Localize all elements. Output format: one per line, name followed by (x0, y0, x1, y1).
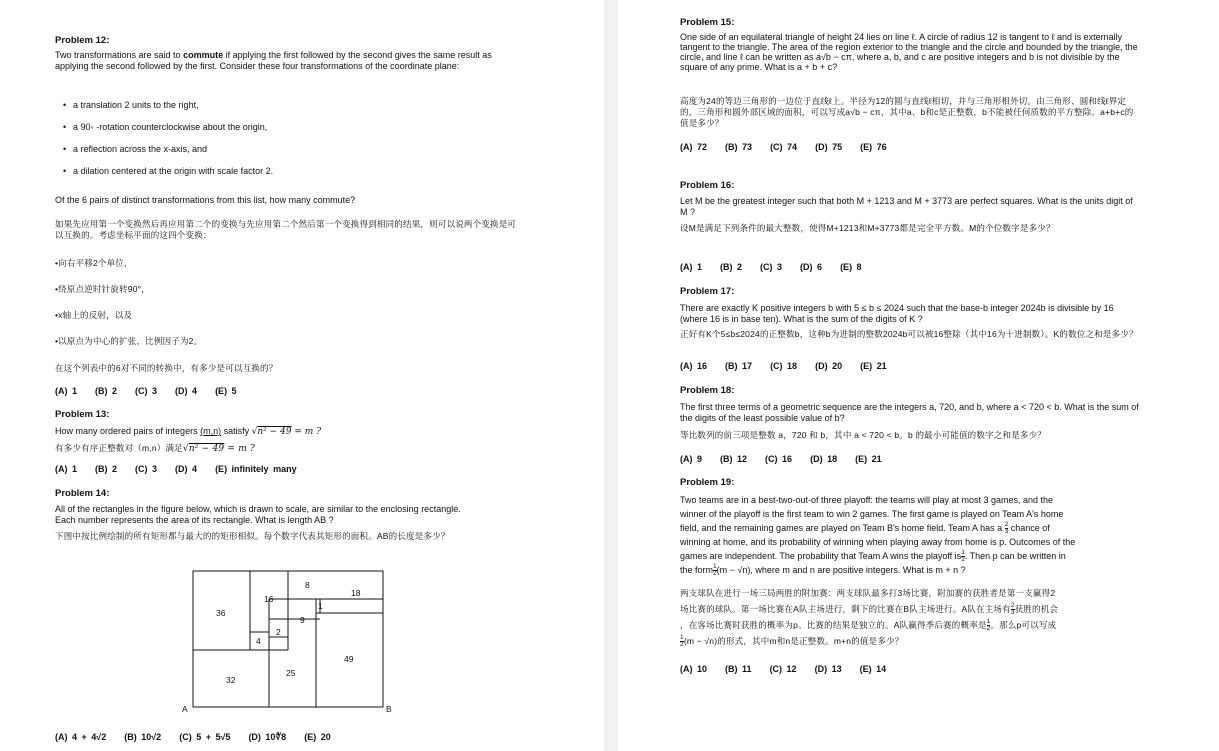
label-2: 2 (276, 627, 281, 637)
frac-two-thirds: $\frac{2}{3}$ (1004, 521, 1009, 536)
problem-13-choices: (A) 1 (B) 2 (C) 3 (D) 4 (E) infinitely many (55, 464, 297, 474)
problem-19-zh: 两支球队在进行一场三局两胜的附加赛：两支球队最多打3场比赛，附加赛的获胜者是第一支赢得2 场比赛的球队。第一场比赛在A队主场进行，剩下的比赛在B队主场进行。A队在主场有 $\frac{2}{3}$ 获胜的机会 ，在客场比赛时获胜的概率为p。比赛的结果是独立的。A队赢得季后赛的概率是 $\frac{1}{2}$ 。那么p可以写成 $\frac{1}{2}$ (m − √n)的形式，其中m和n是正整数。m+n的值是多少？ (680, 588, 1059, 649)
term-commute: commute (183, 50, 224, 60)
problem-17-text: There are exactly K positive integers b with 5 ≤ b ≤ 2024 such that the base-b integer 2024b is divisible by 16 (where 16 is in base ten). What is the sum of the digits of K ? (680, 303, 1114, 324)
problem-18-zh: 等比数列的前三项是整数 a，720 和 b，其中 a < 720 < b。b 的最小可能值的数字之和是多少？ (680, 430, 1046, 440)
frac-half: $\frac{1}{2}$ (961, 549, 965, 564)
problem-12-choices (55, 386, 237, 397)
problem-13-zh: 有多少有序正整数对（m,n）满足√n² − 49 = m ? (55, 443, 256, 454)
problem-18-choices: (A) 9 (B) 12 (C) 16 (D) 18 (E) 21 (680, 454, 882, 464)
problem-14-zh: 下图中按比例绘制的所有矩形都与最大的的矩形相似。每个数字代表其矩形的面积。AB的长度是多少？ (55, 531, 450, 541)
label-16: 16 (264, 594, 274, 604)
bullet-item: • a dilation centered at the origin with scale factor 2. (73, 166, 493, 188)
problem-17-zh: 正好有K个5≤b≤2024的正整数b，这种b为进制的整数2024b可以被16整除（其中16为十进制数）。K的数位之和是多少？ (680, 329, 1138, 339)
problem-15-choices: (A) 72 (B) 73 (C) 74 (D) 75 (E) 76 (680, 142, 887, 152)
problem-14-choices: (A) 4 + 4√2 (B) 10√2 (C) 5 + 5√5 (D) 10∜8 (E) 20 (55, 732, 331, 742)
zh-bullet-item: •向右平移2个单位， (55, 258, 133, 268)
problem-18-text: The first three terms of a geometric sequence are the integers a, 720, and b, where a < 720 < b. What is the sum of the digits of the least possible value of b? (680, 402, 1139, 423)
rectangles-figure (180, 566, 395, 716)
problem-18-title: Problem 18: (680, 385, 735, 396)
bullet-item: • a reflection across the x-axis, and (73, 144, 493, 166)
problem-13-title: Problem 13: (55, 409, 110, 420)
choice-c: (C) 3 (135, 386, 158, 396)
problem-16-text: Let M be the greatest integer such that both M + 1213 and M + 3773 are perfect squares. What is the units digit of M ? (680, 196, 1133, 217)
problem-12-title: Problem 12: (55, 35, 110, 46)
label-B: B (386, 704, 392, 714)
problem-12-zh-bullets (55, 258, 202, 362)
problem-15-zh: 高度为24的等边三角形的一边位于直线ℓ上。半径为12的圆与直线ℓ相切，并与三角形相外切。由三角形、圆和线ℓ界定的，三角形和圆外部区域的面积，可以写成a√b − cπ，其中a、b和c是正整数，b不能被任何质数的平方整除。a+b+c的值是多少？ (680, 96, 1134, 128)
problem-16-zh: 设M是满足下列条件的最大整数，使得M+1213和M+3773都是完全平方数。M的个位数字是多少？ (680, 223, 1055, 233)
label-9: 9 (300, 615, 305, 625)
choice-b: (B) 2 (95, 386, 118, 396)
choice-e: (E) 5 (215, 386, 237, 396)
label-8: 8 (305, 580, 310, 590)
zh-bullet-item: •绕原点逆时针旋转90°， (55, 284, 150, 294)
problem-12-bullets (55, 100, 493, 188)
problem-17-choices: (A) 16 (B) 17 (C) 18 (D) 20 (E) 21 (680, 361, 887, 371)
problem-19-text: Two teams are in a best-two-out-of three playoff: the teams will play at most 3 games, and the winner of the playoff is the first team to win 2 games. The first game is played on Team A's home field, and the remaining games are played on Team B's home field. Team A has a $\frac{2}{3}$ chance of winning at home, and its probability of winning when playing away from home is p. Outcomes of the games are independent. The probability that Team A wins the playoff is $\frac{1}{2}$ . Then p can be written in the form $\frac{1}{2}$ (m − √n), where m and n are positive integers. What is m + n ? (680, 495, 1076, 578)
label-25: 25 (286, 668, 296, 678)
problem-16-title: Problem 16: (680, 180, 735, 191)
label-49: 49 (344, 654, 354, 664)
label-36: 36 (216, 608, 226, 618)
problem-14-title: Problem 14: (55, 488, 110, 499)
problem-15-title: Problem 15: (680, 17, 735, 28)
label-1: 1 (318, 601, 323, 611)
problem-15-text: One side of an equilateral triangle of height 24 lies on line ℓ. A circle of radius 12 is tangent to ℓ and is externally tangent to the triangle. The area of the region exterior to the triangle and the circle and bounded by the triangle, the circle, and line ℓ can be written as a√b − cπ, where a, b, and c are positive integers and b is not divisible by the square of any prime. What is a + b + c? (680, 32, 1138, 72)
bullet-item: • a 90◦ -rotation counterclockwise about the origin, (73, 122, 493, 144)
label-18: 18 (351, 588, 361, 598)
problem-17-title: Problem 17: (680, 286, 735, 297)
left-page (0, 0, 604, 751)
problem-12-intro: Two transformations are said to commute if applying the first followed by the second gives the same result as applying the second followed by the first. Consider these four transformations of the coordinate plane: (55, 50, 492, 71)
problem-14-text: All of the rectangles in the figure below, which is drawn to scale, are similar to the enclosing rectangle. Each number represents the area of its rectangle. What is length AB ? (55, 504, 461, 525)
label-A: A (182, 704, 188, 714)
zh-bullet-item: •以原点为中心的扩张，比例因子为2。 (55, 336, 203, 346)
problem-19-choices: (A) 10 (B) 11 (C) 12 (D) 13 (E) 14 (680, 664, 887, 674)
zh-bullet-item: •x轴上的反射，以及 (55, 310, 133, 320)
bullet-item: • a translation 2 units to the right, (73, 100, 493, 122)
problem-19-title: Problem 19: (680, 477, 735, 488)
problem-16-choices: (A) 1 (B) 2 (C) 3 (D) 6 (E) 8 (680, 262, 862, 272)
problem-12-zh-intro: 如果先应用第一个变换然后再应用第二个的变换与先应用第二个然后第一个变换得到相同的结果，则可以说两个变换是可以互换的。考虑坐标平面的这四个变换： (55, 219, 517, 240)
choice-d: (D) 4 (175, 386, 198, 396)
choice-a: (A) 1 (55, 386, 77, 396)
label-32: 32 (226, 675, 236, 685)
problem-13-text: How many ordered pairs of integers (m,n) satisfy √n² − 49 = m ? (55, 426, 322, 437)
right-page (618, 0, 1219, 751)
label-4: 4 (256, 636, 261, 646)
problem-12-zh-question: 在这个列表中的6对不同的转换中，有多少是可以互换的？ (55, 363, 278, 373)
problem-12-question: Of the 6 pairs of distinct transformations from this list, how many commute? (55, 195, 356, 205)
